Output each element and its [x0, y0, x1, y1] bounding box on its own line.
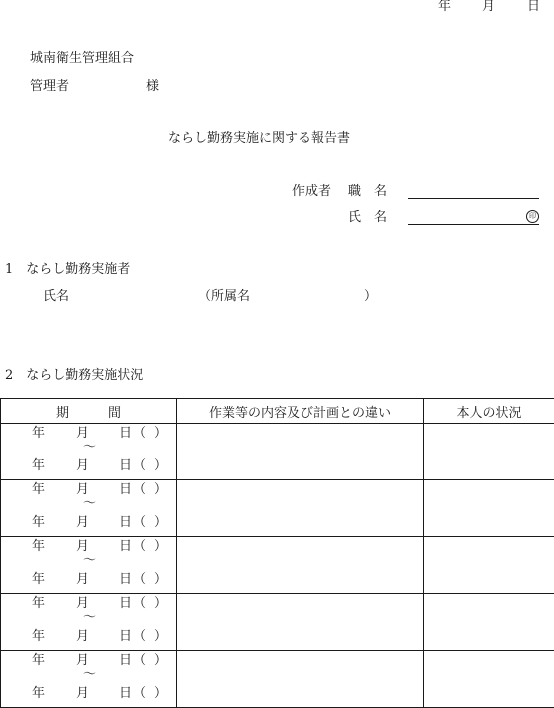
period-cell[interactable] [1, 424, 177, 480]
start-year: 年 [32, 596, 45, 612]
end-paren-close: ） [154, 686, 167, 702]
period-tilde: 〜 [83, 554, 96, 568]
start-year: 年 [32, 426, 45, 442]
position-field[interactable] [408, 198, 539, 199]
section2-heading: 2 ならし勤務実施状況 [5, 368, 143, 384]
table-header-row [1, 399, 554, 424]
end-month: 月 [76, 629, 89, 645]
status-cell[interactable] [424, 480, 554, 537]
end-paren-open: （ [133, 629, 146, 645]
period-cell[interactable] [1, 480, 177, 537]
affiliation-open: （所属名 [198, 289, 250, 305]
end-month: 月 [76, 686, 89, 702]
end-day: 日 [119, 458, 132, 474]
table-body [1, 424, 554, 708]
status-cell[interactable] [424, 537, 554, 594]
period-tilde: 〜 [83, 668, 96, 682]
end-paren-close: ） [154, 515, 167, 531]
table-row [1, 424, 554, 480]
start-day: 日 [119, 539, 132, 555]
date-day-label: 日 [527, 0, 540, 14]
start-month: 月 [76, 596, 89, 612]
honorific-label: 様 [146, 79, 159, 95]
start-paren-open: （ [133, 482, 146, 498]
table-row [1, 651, 554, 708]
start-paren-close: ） [154, 426, 167, 442]
name-field[interactable] [408, 224, 539, 225]
end-year: 年 [32, 458, 45, 474]
end-date [1, 629, 177, 645]
date-month-label: 月 [482, 0, 495, 14]
seal-mark: 印 [526, 210, 539, 223]
start-day: 日 [119, 482, 132, 498]
content-cell[interactable] [177, 594, 424, 651]
end-day: 日 [119, 629, 132, 645]
end-month: 月 [76, 572, 89, 588]
end-paren-close: ） [154, 629, 167, 645]
end-paren-open: （ [133, 458, 146, 474]
position-label: 職 名 [348, 184, 387, 200]
end-paren-open: （ [133, 515, 146, 531]
start-paren-close: ） [154, 653, 167, 669]
content-cell[interactable] [177, 537, 424, 594]
period-cell[interactable] [1, 537, 177, 594]
implementer-name-label: 氏名 [43, 289, 69, 305]
start-month: 月 [76, 426, 89, 442]
manager-label: 管理者 [30, 79, 69, 95]
start-month: 月 [76, 539, 89, 555]
end-paren-open: （ [133, 572, 146, 588]
period-tilde: 〜 [83, 497, 96, 511]
start-paren-open: （ [133, 596, 146, 612]
end-date [1, 515, 177, 531]
start-day: 日 [119, 596, 132, 612]
affiliation-close: ） [364, 289, 377, 305]
end-date [1, 458, 177, 474]
section1-heading: 1 ならし勤務実施者 [5, 262, 130, 278]
period-cell[interactable] [1, 594, 177, 651]
start-year: 年 [32, 539, 45, 555]
end-year: 年 [32, 515, 45, 531]
status-cell[interactable] [424, 651, 554, 708]
header-status: 本人の状況 [424, 399, 554, 424]
period-cell[interactable] [1, 651, 177, 708]
period-tilde: 〜 [83, 611, 96, 625]
start-paren-close: ） [154, 596, 167, 612]
content-cell[interactable] [177, 424, 424, 480]
start-paren-close: ） [154, 482, 167, 498]
end-year: 年 [32, 686, 45, 702]
status-cell[interactable] [424, 424, 554, 480]
header-content: 作業等の内容及び計画との違い [177, 399, 424, 424]
organization-name: 城南衛生管理組合 [30, 51, 134, 67]
header-period: 期 間 [1, 399, 177, 424]
status-cell[interactable] [424, 594, 554, 651]
end-date [1, 572, 177, 588]
start-paren-open: （ [133, 539, 146, 555]
table-row [1, 480, 554, 537]
status-table [0, 398, 554, 708]
end-year: 年 [32, 572, 45, 588]
end-day: 日 [119, 515, 132, 531]
end-day: 日 [119, 686, 132, 702]
end-year: 年 [32, 629, 45, 645]
period-tilde: 〜 [83, 441, 96, 455]
start-month: 月 [76, 482, 89, 498]
end-day: 日 [119, 572, 132, 588]
end-paren-close: ） [154, 572, 167, 588]
end-paren-open: （ [133, 686, 146, 702]
date-year-label: 年 [438, 0, 451, 14]
start-day: 日 [119, 426, 132, 442]
start-year: 年 [32, 482, 45, 498]
table-row [1, 537, 554, 594]
start-paren-open: （ [133, 653, 146, 669]
start-paren-close: ） [154, 539, 167, 555]
start-paren-open: （ [133, 426, 146, 442]
start-day: 日 [119, 653, 132, 669]
name-label: 氏 名 [348, 210, 387, 226]
content-cell[interactable] [177, 651, 424, 708]
table-row [1, 594, 554, 651]
content-cell[interactable] [177, 480, 424, 537]
document-title: ならし勤務実施に関する報告書 [168, 131, 350, 147]
creator-label: 作成者 [292, 184, 331, 200]
end-month: 月 [76, 515, 89, 531]
start-year: 年 [32, 653, 45, 669]
start-month: 月 [76, 653, 89, 669]
end-month: 月 [76, 458, 89, 474]
end-paren-close: ） [154, 458, 167, 474]
